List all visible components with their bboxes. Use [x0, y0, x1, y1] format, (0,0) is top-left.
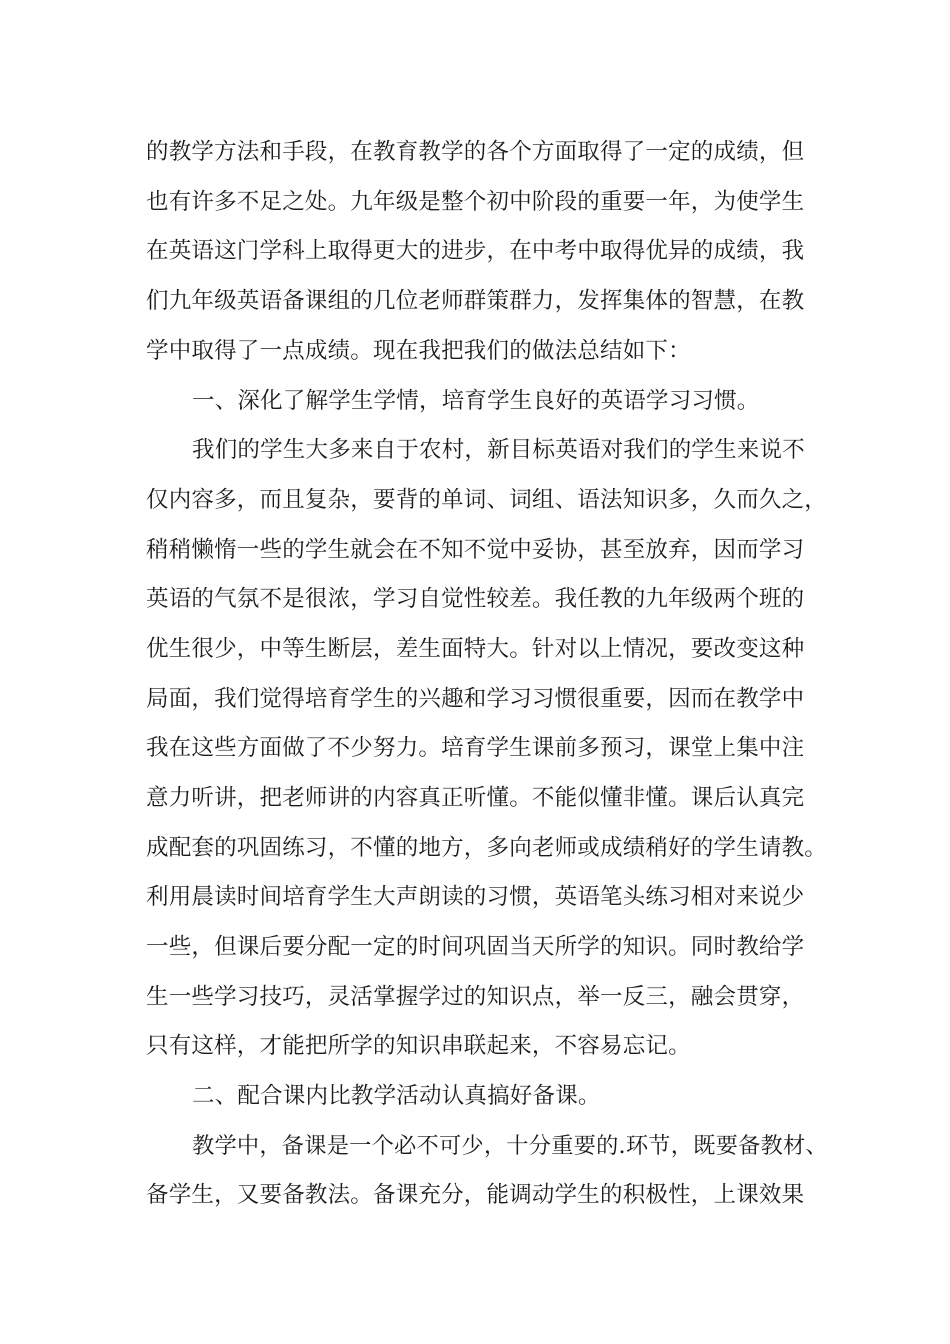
text-line: 局面，我们觉得培育学生的兴趣和学习习惯很重要，因而在教学中: [146, 686, 805, 712]
text-line: 们九年级英语备课组的几位老师群策群力，发挥集体的智慧，在教: [146, 288, 805, 314]
text-line: 利用晨读时间培育学生大声朗读的习惯，英语笔头练习相对来说少: [146, 884, 805, 910]
text-line: 一些，但课后要分配一定的时间巩固当天所学的知识。同时教给学: [146, 934, 805, 960]
text-line: 也有许多不足之处。九年级是整个初中阶段的重要一年，为使学生: [146, 189, 805, 215]
text-line: 英语的气氛不是很浓，学习自觉性较差。我任教的九年级两个班的: [146, 586, 805, 612]
text-line: 学中取得了一点成绩。现在我把我们的做法总结如下：: [146, 338, 691, 364]
text-line: 在英语这门学科上取得更大的进步，在中考中取得优异的成绩，我: [146, 238, 805, 264]
text-line: 意力听讲，把老师讲的内容真正听懂。不能似懂非懂。课后认真完: [146, 785, 805, 811]
text-line: 优生很少，中等生断层，差生面特大。针对以上情况，要改变这种: [146, 636, 805, 662]
text-line: 生一些学习技巧，灵活掌握学过的知识点，举一反三，融会贯穿，: [146, 984, 805, 1010]
text-line: 成配套的巩固练习，不懂的地方，多向老师或成绩稍好的学生请教。: [146, 835, 828, 861]
text-line: 的教学方法和手段，在教育教学的各个方面取得了一定的成绩，但: [146, 139, 805, 165]
text-line: 稍稍懒惰一些的学生就会在不知不觉中妥协，甚至放弃，因而学习: [146, 537, 805, 563]
section-heading: 一、深化了解学生学情，培育学生良好的英语学习习惯。: [192, 388, 760, 414]
text-line: 教学中，备课是一个必不可少，十分重要的.环节，既要备教材、: [192, 1133, 828, 1159]
text-line: 备学生，又要备教法。备课充分，能调动学生的积极性，上课效果: [146, 1182, 805, 1208]
text-line: 我们的学生大多来自于农村，新目标英语对我们的学生来说不: [192, 437, 805, 463]
text-line: 仅内容多，而且复杂，要背的单词、词组、语法知识多，久而久之，: [146, 487, 828, 513]
text-line: 我在这些方面做了不少努力。培育学生课前多预习，课堂上集中注: [146, 735, 805, 761]
section-heading: 二、配合课内比教学活动认真搞好备课。: [192, 1083, 601, 1109]
text-line: 只有这样，才能把所学的知识串联起来，不容易忘记。: [146, 1033, 691, 1059]
